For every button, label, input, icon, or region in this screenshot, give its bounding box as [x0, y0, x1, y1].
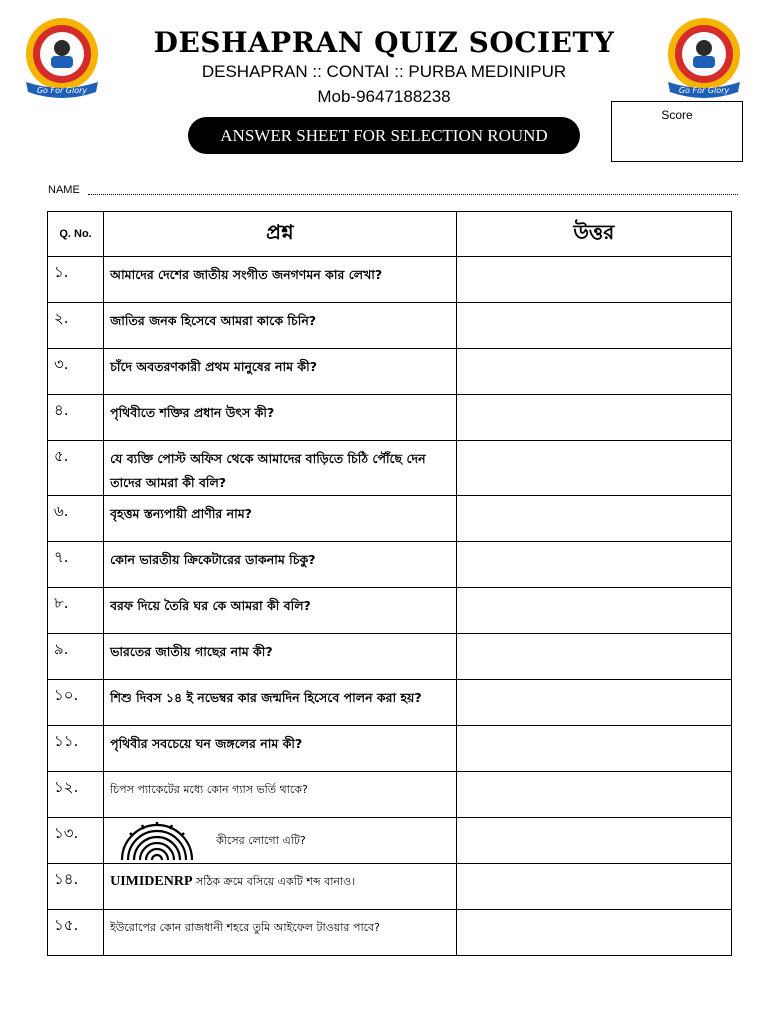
answer-cell[interactable]: [456, 910, 731, 956]
answer-sheet-banner: ANSWER SHEET FOR SELECTION ROUND: [188, 117, 580, 154]
question-number: ৩.: [48, 349, 104, 395]
table-row: [48, 349, 732, 395]
answer-cell[interactable]: [456, 864, 731, 910]
table-row: [48, 542, 732, 588]
answer-cell[interactable]: [456, 726, 731, 772]
society-mobile: Mob-9647188238: [317, 87, 451, 106]
table-row: [48, 772, 732, 818]
question-text: আমাদের দেশের জাতীয় সংগীত জনগণমন কার লেখা?: [104, 257, 457, 303]
answer-cell[interactable]: [456, 634, 731, 680]
question-number: ৪.: [48, 395, 104, 441]
answer-cell[interactable]: [456, 257, 731, 303]
question-text: জাতির জনক হিসেবে আমরা কাকে চিনি?: [104, 303, 457, 349]
header-question: প্রশ্ন: [104, 212, 457, 257]
answer-cell[interactable]: [456, 496, 731, 542]
name-dotted-line: [88, 194, 738, 195]
answer-cell[interactable]: [456, 772, 731, 818]
answer-cell[interactable]: [456, 349, 731, 395]
question-text: ভারতের জাতীয় গাছের নাম কী?: [104, 634, 457, 680]
question-text: যে ব্যক্তি পোস্ট অফিস থেকে আমাদের বাড়িতে চিঠি পৌঁছে দেন তাদের আমরা কী বলি?: [104, 441, 457, 496]
question-number: ১০.: [48, 680, 104, 726]
question-text: সঠিক ক্রমে বসিয়ে একটি শব্দ বানাও।: [192, 875, 356, 888]
table-row: [48, 864, 732, 910]
table-row: [48, 303, 732, 349]
question-number: ৮.: [48, 588, 104, 634]
question-text: চিপস প্যাকেটের মধ্যে কোন গ্যাস ভর্তি থাকে?: [104, 772, 457, 818]
question-number: ১২.: [48, 772, 104, 818]
answer-cell[interactable]: [456, 588, 731, 634]
score-label: Score: [661, 108, 693, 122]
table-row: [48, 257, 732, 303]
question-text: কীসের লোগো এটি?: [216, 834, 306, 847]
question-number: ১৪.: [48, 864, 104, 910]
society-address: DESHAPRAN :: CONTAI :: PURBA MEDINIPUR: [201, 62, 567, 81]
table-row: [48, 588, 732, 634]
answer-cell[interactable]: [456, 818, 731, 864]
question-text: কোন ভারতীয় ক্রিকেটারের ডাকনাম চিকু?: [104, 542, 457, 588]
header-answer: উত্তর: [456, 212, 731, 257]
question-text: চাঁদে অবতরণকারী প্রথম মানুষের নাম কী?: [104, 349, 457, 395]
question-number: ১৩.: [48, 818, 104, 864]
header-qno: Q. No.: [48, 212, 104, 257]
question-number: ১৫.: [48, 910, 104, 956]
answer-cell[interactable]: [456, 441, 731, 496]
answer-cell[interactable]: [456, 542, 731, 588]
table-row: [48, 441, 732, 496]
question-text: শিশু দিবস ১৪ ই নভেম্বর কার জন্মদিন হিসেবে পালন করা হয়?: [104, 680, 457, 726]
table-row: [48, 496, 732, 542]
answer-cell[interactable]: [456, 395, 731, 441]
table-row: [48, 395, 732, 441]
table-row: [48, 680, 732, 726]
question-cell-logo: [104, 818, 457, 864]
question-number: ৯.: [48, 634, 104, 680]
answer-cell[interactable]: [456, 680, 731, 726]
logo-slogan-right: Go For Glory: [678, 86, 730, 95]
table-row: [48, 634, 732, 680]
table-header-row: [48, 212, 732, 257]
society-title: DESHAPRAN QUIZ SOCIETY: [153, 26, 615, 59]
fingerprint-logo-icon: [112, 820, 202, 860]
question-number: ৫.: [48, 441, 104, 496]
answer-cell[interactable]: [456, 303, 731, 349]
question-text: বৃহত্তম স্তন্যপায়ী প্রাণীর নাম?: [104, 496, 457, 542]
score-box[interactable]: [611, 101, 743, 162]
question-number: ৬.: [48, 496, 104, 542]
question-text: পৃথিবীতে শক্তির প্রধান উৎস কী?: [104, 395, 457, 441]
name-label: NAME: [48, 184, 80, 196]
scrambled-word: UIMIDENRP: [110, 874, 193, 889]
name-field[interactable]: [48, 184, 738, 198]
table-row: [48, 818, 732, 864]
question-cell-scramble: [104, 864, 457, 910]
question-number: ২.: [48, 303, 104, 349]
logo-slogan-left: Go For Glory: [36, 86, 88, 95]
question-text: পৃথিবীর সবচেয়ে ঘন জঙ্গলের নাম কী?: [104, 726, 457, 772]
question-text: ইউরোপের কোন রাজধানী শহরে তুমি আইফেল টাওয়ার পাবে?: [104, 910, 457, 956]
question-number: ১.: [48, 257, 104, 303]
question-text: বরফ দিয়ে তৈরি ঘর কে আমরা কী বলি?: [104, 588, 457, 634]
question-table: [47, 211, 732, 956]
question-number: ৭.: [48, 542, 104, 588]
question-number: ১১.: [48, 726, 104, 772]
table-row: [48, 726, 732, 772]
table-row: [48, 910, 732, 956]
